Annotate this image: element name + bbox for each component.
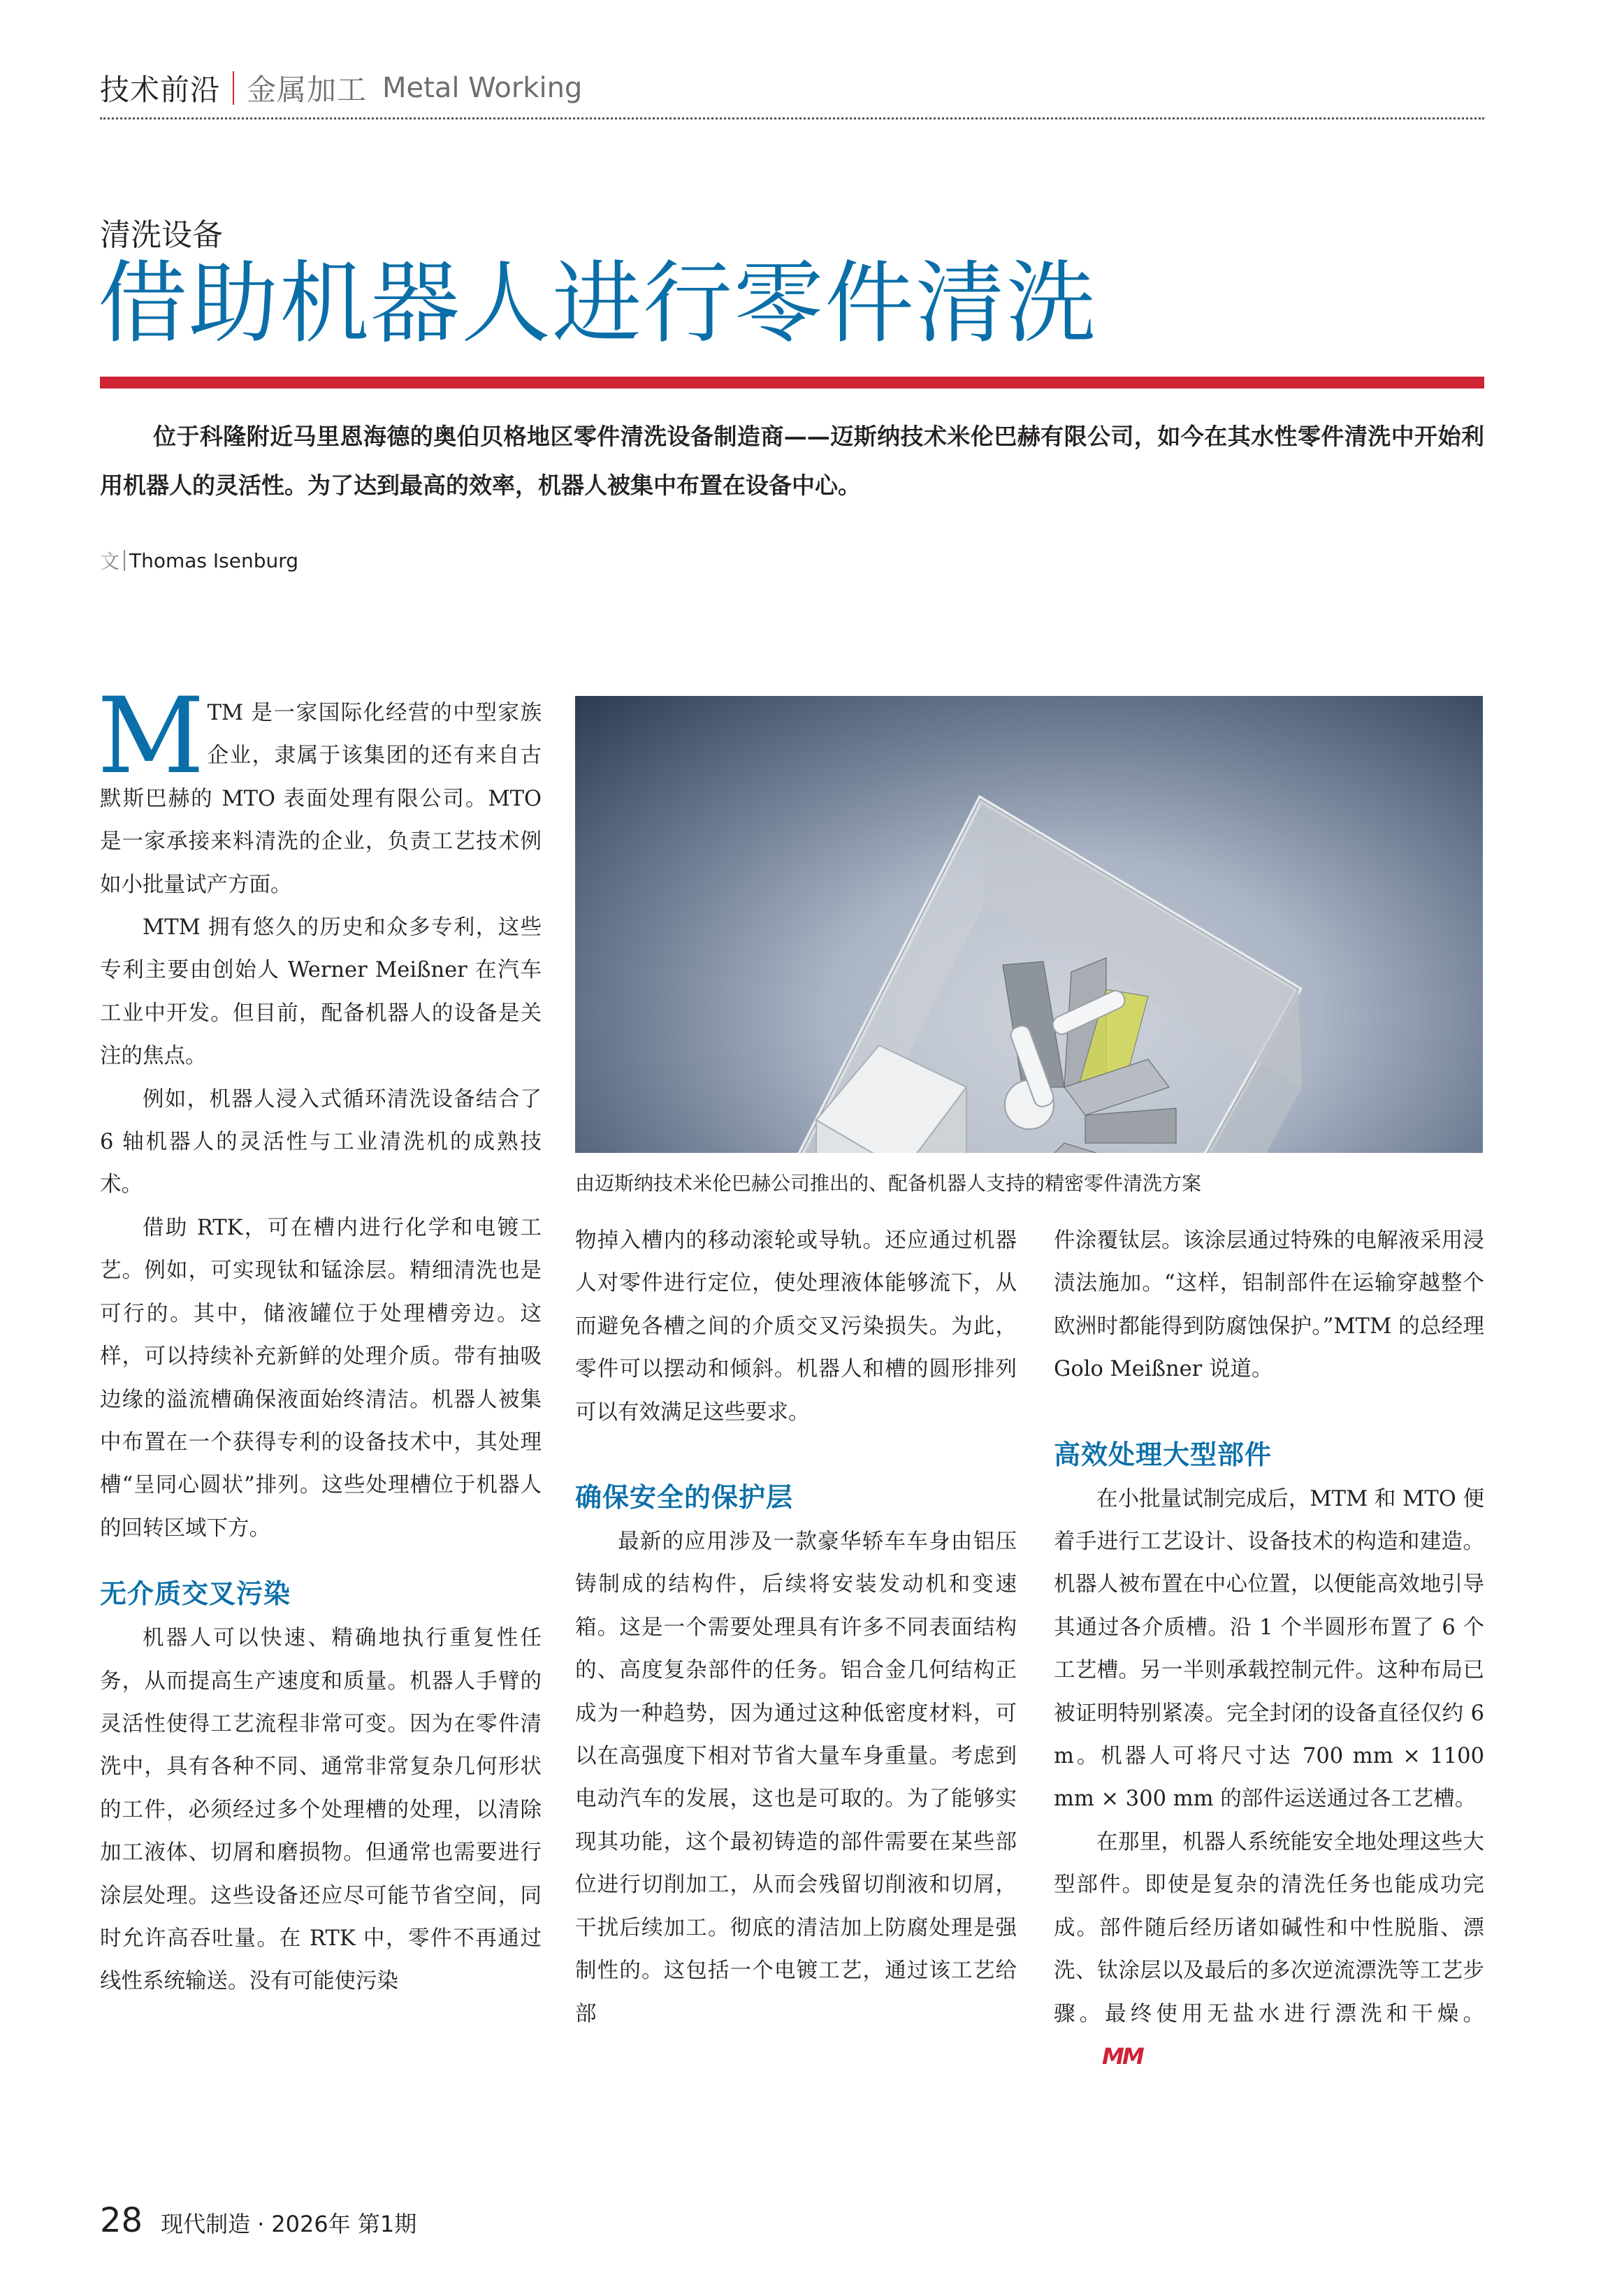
paragraph-text: 在那里，机器人系统能安全地处理这些大型部件。即使是复杂的清洗任务也能成功完成。部件随后经历诸如碱性和中性脱脂、漂洗、钛涂层以及最后的多次逆流漂洗等工艺步骤。最终使用无盐水进行漂洗和干燥。 <box>1054 1829 1484 2026</box>
section-heading: 高效处理大型部件 <box>1054 1439 1273 1470</box>
paragraph <box>97 676 542 906</box>
author-name: Thomas Isenburg <box>129 548 299 572</box>
section-label: 技术前沿 <box>100 73 221 107</box>
byline <box>100 546 298 574</box>
robot-cleaning-system-illustration <box>575 696 1483 1153</box>
running-header <box>100 67 582 109</box>
title-red-rule <box>100 377 1484 388</box>
paragraph: 机器人可以快速、精确地执行重复性任务，从而提高生产速度和质量。机器人手臂的灵活性使得工艺流程非常可变。因为在零件清洗中，具有各种不同、通常非常复杂几何形状的工件，必须经过多个处理槽的处理，以清除加工液体、切屑和磨损物。但通常也需要进行涂层处理。这些设备还应尽可能节省空间，同时允许高吞吐量。在 RTK 中，零件不再通过线性系统输送。没有可能使污染 <box>100 1626 542 1994</box>
header-dotted-rule <box>100 117 1484 119</box>
footer-separator: · <box>257 2211 265 2237</box>
page-footer <box>100 2201 416 2240</box>
drop-cap: M <box>97 676 205 797</box>
byline-divider <box>124 550 125 571</box>
page-number: 28 <box>100 2201 143 2240</box>
paragraph: 借助 RTK，可在槽内进行化学和电镀工艺。例如，可实现钛和锰涂层。精细清洗也是可行的。其中，储液罐位于处理槽旁边。这样，可以持续补充新鲜的处理介质。带有抽吸边缘的溢流槽确保液面始终清洁。机器人被集中布置在一个获得专利的设备技术中，其处理槽“呈同心圆状”排列。这些处理槽位于机器人的回转区域下方。 <box>100 1215 542 1541</box>
subsection-label: 金属加工 <box>247 73 368 107</box>
end-mark-logo: MM <box>1102 2042 1143 2070</box>
subsection-label-en: Metal Working <box>382 72 583 104</box>
paragraph: MTM 拥有悠久的历史和众多专利，这些专利主要由创始人 Werner Meißner 在汽车工业中开发。但目前，配备机器人的设备是关注的焦点。 <box>100 915 542 1069</box>
body-column-1 <box>97 676 542 2003</box>
figure-image <box>575 696 1483 1153</box>
paragraph-text: TM 是一家国际化经营的中型家族企业，隶属于该集团的还有来自古默斯巴赫的 MTO 表面处理有限公司。MTO 是一家承接来料清洗的企业，负责工艺技术例如小批量试产方面。 <box>100 701 542 897</box>
article-title: 借助机器人进行零件清洗 <box>98 252 1098 356</box>
article-kicker: 清洗设备 <box>100 217 223 253</box>
magazine-name: 现代制造 <box>161 2211 251 2237</box>
paragraph: 物掉入槽内的移动滚轮或导轨。还应通过机器人对零件进行定位，使处理液体能够流下，从而避免各槽之间的介质交叉污染损失。为此，零件可以摆动和倾斜。机器人和槽的圆形排列可以有效满足这些要求。 <box>575 1228 1017 1425</box>
section-heading: 无介质交叉污染 <box>100 1578 291 1610</box>
header-divider <box>233 71 234 105</box>
byline-label: 文 <box>100 550 120 573</box>
section-heading: 确保安全的保护层 <box>575 1482 794 1513</box>
paragraph: 最新的应用涉及一款豪华轿车车身由铝压铸制成的结构件，后续将安装发动机和变速箱。这是一个需要处理具有许多不同表面结构的、高度复杂部件的任务。铝合金几何结构正成为一种趋势，因为通过这种低密度材料，可以在高强度下相对节省大量车身重量。考虑到电动汽车的发展，这也是可取的。为了能够实现其功能，这个最初铸造的部件需要在某些部位进行切削加工，从而会残留切削液和切屑，干扰后续加工。彻底的清洁加上防腐处理是强制性的。这包括一个电镀工艺，通过该工艺给部 <box>575 1530 1017 2026</box>
paragraph <box>1054 1821 1484 2079</box>
body-column-2 <box>575 1219 1017 2035</box>
body-column-3 <box>1054 1219 1484 2079</box>
paragraph: 件涂覆钛层。该涂层通过特殊的电解液采用浸渍法施加。“这样，铝制部件在运输穿越整个欧洲时都能得到防腐蚀保护。”MTM 的总经理 Golo Meißner 说道。 <box>1054 1228 1484 1382</box>
figure-caption: 由迈斯纳技术米伦巴赫公司推出的、配备机器人支持的精密零件清洗方案 <box>575 1172 1202 1195</box>
paragraph: 例如，机器人浸入式循环清洗设备结合了 6 轴机器人的灵活性与工业清洗机的成熟技术。 <box>100 1087 542 1198</box>
issue-label: 2026年 第1期 <box>271 2211 417 2237</box>
paragraph: 在小批量试制完成后，MTM 和 MTO 便着手进行工艺设计、设备技术的构造和建造。机器人被布置在中心位置，以便能高效地引导其通过各介质槽。沿 1 个半圆形布置了 6 个工艺槽。另一半则承载控制元件。这种布局已被证明特别紧凑。完全封闭的设备直径仅约 6 m。机器人可将尺寸达 700 mm × 1100 mm × 300 mm 的部件运送通过各工艺槽。 <box>1054 1486 1484 1812</box>
article-lead: 位于科隆附近马里恩海德的奥伯贝格地区零件清洗设备制造商——迈斯纳技术米伦巴赫有限公司，如今在其水性零件清洗中开始利用机器人的灵活性。为了达到最高的效率，机器人被集中布置在设备中心。 <box>100 423 1484 499</box>
